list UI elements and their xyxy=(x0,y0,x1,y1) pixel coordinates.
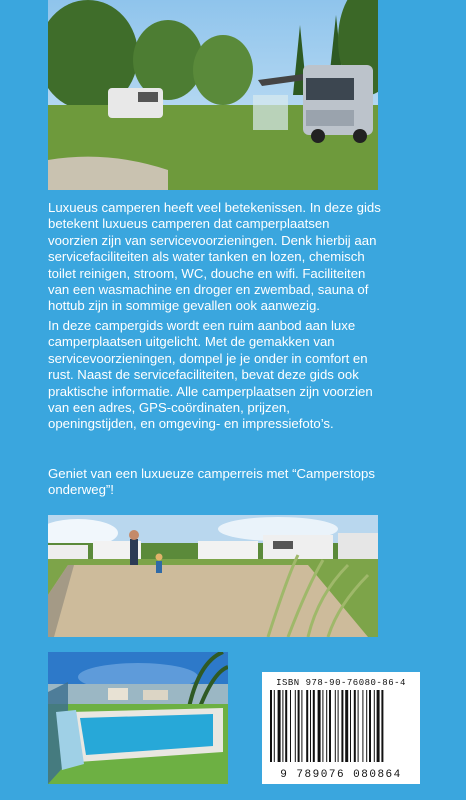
photo-camper-site xyxy=(48,0,378,190)
photo-petanque-court xyxy=(48,515,378,637)
isbn-barcode xyxy=(262,672,420,784)
photo-swimming-pool xyxy=(48,652,228,784)
closing-paragraph xyxy=(48,466,382,499)
intro-paragraph xyxy=(48,200,382,315)
paragraph-2: In deze campergids wordt een ruim aanbod aan luxe camperplaatsen uitgelicht. Met de gemakken van servicevoorzieningen, dompel je je onder in comfort en rust. Naast de servicefaciliteiten, bevat deze gids ook praktische informatie. Alle camperplaatsen zijn voorzien van een adres, GPS-coördinaten, prijzen, openingstijden, en omgeving- en impressiefoto’s. xyxy=(48,318,373,432)
barcode-digits: 9 789076 080864 xyxy=(280,769,402,781)
isbn-label: ISBN 978-90-76080-86-4 xyxy=(276,678,406,688)
paragraph-3: Geniet van een luxueuze camperreis met “Camperstops onderweg”! xyxy=(48,466,375,498)
paragraph-1: Luxueus camperen heeft veel betekenissen. In deze gids betekent luxueus camperen dat camperplaatsen voorzien zijn van servicevoorzieningen. Denk hierbij aan servicefaciliteiten als water tanken en lozen, chemisch toilet reinigen, stroom, WC, douche en wifi. Faciliteiten van een wasmachine en droger en zwembad, sauna of hottub zijn in sommige gevallen ook aanwezig. xyxy=(48,200,381,314)
barcode-bars xyxy=(270,690,412,762)
description-paragraph xyxy=(48,318,382,433)
